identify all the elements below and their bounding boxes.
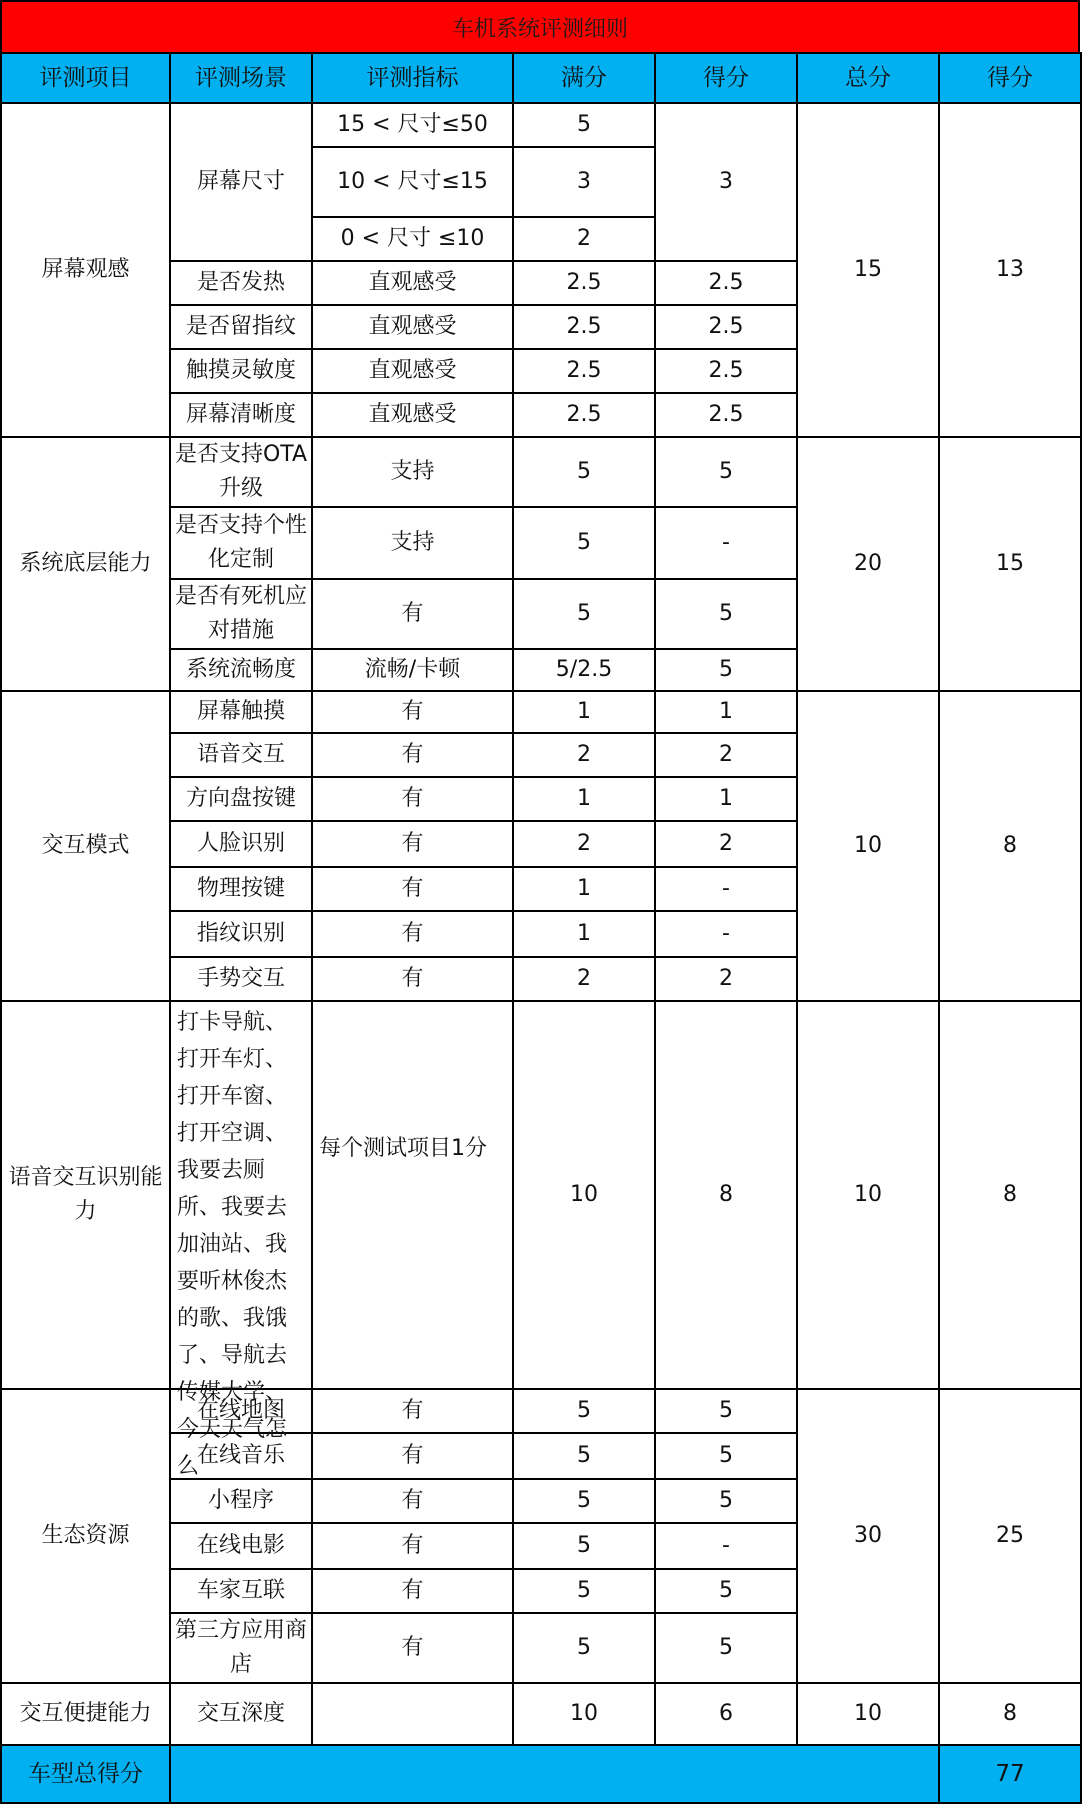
metric-cell: 有 (312, 691, 513, 733)
metric-cell: 有 (312, 733, 513, 777)
scene-cell: 在线音乐 (170, 1433, 312, 1479)
scene-cell: 触摸灵敏度 (170, 349, 312, 393)
table-row (1, 1001, 1081, 1389)
score-cell: 2 (655, 821, 797, 867)
scene-cell: 指纹识别 (170, 911, 312, 957)
full-cell: 5 (513, 579, 655, 649)
scene-cell: 第三方应用商店 (170, 1613, 312, 1683)
voice-scene-text: 打卡导航、打开车灯、打开车窗、打开空调、我要去厕所、我要去加油站、我要听林俊杰的歌、我饿了、导航去传媒大学、今天天气怎么 (177, 1010, 288, 1479)
score-cell: 1 (655, 777, 797, 821)
full-cell: 2.5 (513, 261, 655, 305)
metric-cell: 支持 (312, 437, 513, 507)
full-cell: 2.5 (513, 305, 655, 349)
metric-cell: 直观感受 (312, 261, 513, 305)
score-cell: - (655, 911, 797, 957)
metric-cell: 15 < 尺寸≤50 (312, 103, 513, 147)
full-cell: 5 (513, 103, 655, 147)
full-cell: 5 (513, 507, 655, 579)
total-score-cell: 8 (939, 1001, 1081, 1389)
metric-cell: 有 (312, 1523, 513, 1569)
table-row (1, 1389, 1081, 1433)
scene-cell: 方向盘按键 (170, 777, 312, 821)
metric-cell: 有 (312, 957, 513, 1001)
full-cell: 10 (513, 1683, 655, 1745)
full-cell: 5 (513, 1479, 655, 1523)
header-total: 总分 (797, 53, 939, 103)
total-score-cell: 13 (939, 103, 1081, 437)
score-cell: 5 (655, 1569, 797, 1613)
full-cell: 2.5 (513, 349, 655, 393)
score-cell: 2.5 (655, 261, 797, 305)
metric-cell: 有 (312, 579, 513, 649)
scene-cell: 车家互联 (170, 1569, 312, 1613)
header-metric: 评测指标 (312, 53, 513, 103)
item-cell: 生态资源 (1, 1389, 170, 1683)
full-cell: 2 (513, 217, 655, 261)
score-cell: - (655, 867, 797, 911)
metric-cell: 每个测试项目1分 (312, 1001, 513, 1389)
metric-cell: 流畅/卡顿 (312, 649, 513, 691)
total-cell: 20 (797, 437, 939, 691)
metric-cell: 10 < 尺寸≤15 (312, 147, 513, 217)
scene-cell: 系统流畅度 (170, 649, 312, 691)
metric-cell: 直观感受 (312, 393, 513, 437)
item-cell: 交互模式 (1, 691, 170, 1001)
metric-cell: 0 < 尺寸 ≤10 (312, 217, 513, 261)
score-cell: - (655, 1523, 797, 1569)
score-cell: 2.5 (655, 349, 797, 393)
footer-row (1, 1745, 1081, 1803)
metric-cell: 有 (312, 1569, 513, 1613)
score-cell: 5 (655, 1389, 797, 1433)
score-cell: 5 (655, 1613, 797, 1683)
footer-label: 车型总得分 (1, 1745, 170, 1803)
metric-cell: 有 (312, 1389, 513, 1433)
score-cell: - (655, 507, 797, 579)
metric-cell: 有 (312, 867, 513, 911)
scene-cell: 语音交互 (170, 733, 312, 777)
table-row (1, 691, 1081, 733)
score-cell: 5 (655, 1479, 797, 1523)
metric-cell: 有 (312, 1613, 513, 1683)
table-row (1, 1683, 1081, 1745)
item-cell: 系统底层能力 (1, 437, 170, 691)
metric-cell: 有 (312, 1479, 513, 1523)
full-cell: 1 (513, 867, 655, 911)
item-cell: 交互便捷能力 (1, 1683, 170, 1745)
total-cell: 10 (797, 1683, 939, 1745)
full-cell: 2 (513, 733, 655, 777)
full-cell: 1 (513, 777, 655, 821)
total-score-cell: 8 (939, 691, 1081, 1001)
scene-cell: 小程序 (170, 1479, 312, 1523)
footer-score: 77 (939, 1745, 1081, 1803)
scene-cell: 人脸识别 (170, 821, 312, 867)
header-full: 满分 (513, 53, 655, 103)
metric-cell: 有 (312, 1433, 513, 1479)
total-score-cell: 25 (939, 1389, 1081, 1683)
scene-cell: 是否支持OTA升级 (170, 437, 312, 507)
score-cell: 8 (655, 1001, 797, 1389)
header-total-score: 得分 (939, 53, 1081, 103)
full-cell: 5/2.5 (513, 649, 655, 691)
score-cell: 5 (655, 579, 797, 649)
score-cell: 5 (655, 437, 797, 507)
full-cell: 5 (513, 1569, 655, 1613)
item-cell: 屏幕观感 (1, 103, 170, 437)
full-cell: 5 (513, 437, 655, 507)
metric-cell: 有 (312, 821, 513, 867)
score-cell: 2 (655, 733, 797, 777)
metric-cell (312, 1683, 513, 1745)
scene-cell: 屏幕尺寸 (170, 103, 312, 261)
score-cell: 5 (655, 649, 797, 691)
full-cell: 5 (513, 1389, 655, 1433)
header-score: 得分 (655, 53, 797, 103)
score-cell: 2.5 (655, 305, 797, 349)
total-cell: 30 (797, 1389, 939, 1683)
table-row (1, 437, 1081, 507)
scene-cell: 屏幕清晰度 (170, 393, 312, 437)
header-row (1, 53, 1081, 103)
score-cell: 3 (655, 103, 797, 261)
scene-cell: 手势交互 (170, 957, 312, 1001)
full-cell: 3 (513, 147, 655, 217)
header-scene: 评测场景 (170, 53, 312, 103)
footer-spacer (170, 1745, 939, 1803)
scene-cell: 是否有死机应对措施 (170, 579, 312, 649)
scene-cell: 屏幕触摸 (170, 691, 312, 733)
metric-cell: 有 (312, 911, 513, 957)
evaluation-table (0, 52, 1082, 1804)
metric-cell: 有 (312, 777, 513, 821)
sheet-title: 车机系统评测细则 (0, 0, 1080, 54)
metric-cell: 直观感受 (312, 349, 513, 393)
total-cell: 15 (797, 103, 939, 437)
full-cell: 1 (513, 911, 655, 957)
metric-cell: 直观感受 (312, 305, 513, 349)
scene-cell: 在线电影 (170, 1523, 312, 1569)
total-cell: 10 (797, 691, 939, 1001)
full-cell: 2 (513, 957, 655, 1001)
full-cell: 5 (513, 1523, 655, 1569)
full-cell: 2 (513, 821, 655, 867)
full-cell: 10 (513, 1001, 655, 1389)
score-cell: 2.5 (655, 393, 797, 437)
score-cell: 2 (655, 957, 797, 1001)
score-cell: 6 (655, 1683, 797, 1745)
full-cell: 5 (513, 1613, 655, 1683)
total-cell: 10 (797, 1001, 939, 1389)
scene-cell: 是否支持个性化定制 (170, 507, 312, 579)
total-score-cell: 15 (939, 437, 1081, 691)
header-item: 评测项目 (1, 53, 170, 103)
full-cell: 1 (513, 691, 655, 733)
scene-cell: 物理按键 (170, 867, 312, 911)
score-cell: 1 (655, 691, 797, 733)
scene-cell: 交互深度 (170, 1683, 312, 1745)
scene-cell: 是否留指纹 (170, 305, 312, 349)
scene-cell: 是否发热 (170, 261, 312, 305)
metric-cell: 支持 (312, 507, 513, 579)
scene-cell: 在线地图 (170, 1389, 312, 1433)
score-cell: 5 (655, 1433, 797, 1479)
full-cell: 2.5 (513, 393, 655, 437)
table-row (1, 103, 1081, 147)
total-score-cell: 8 (939, 1683, 1081, 1745)
item-cell: 语音交互识别能力 (1, 1001, 170, 1389)
full-cell: 5 (513, 1433, 655, 1479)
